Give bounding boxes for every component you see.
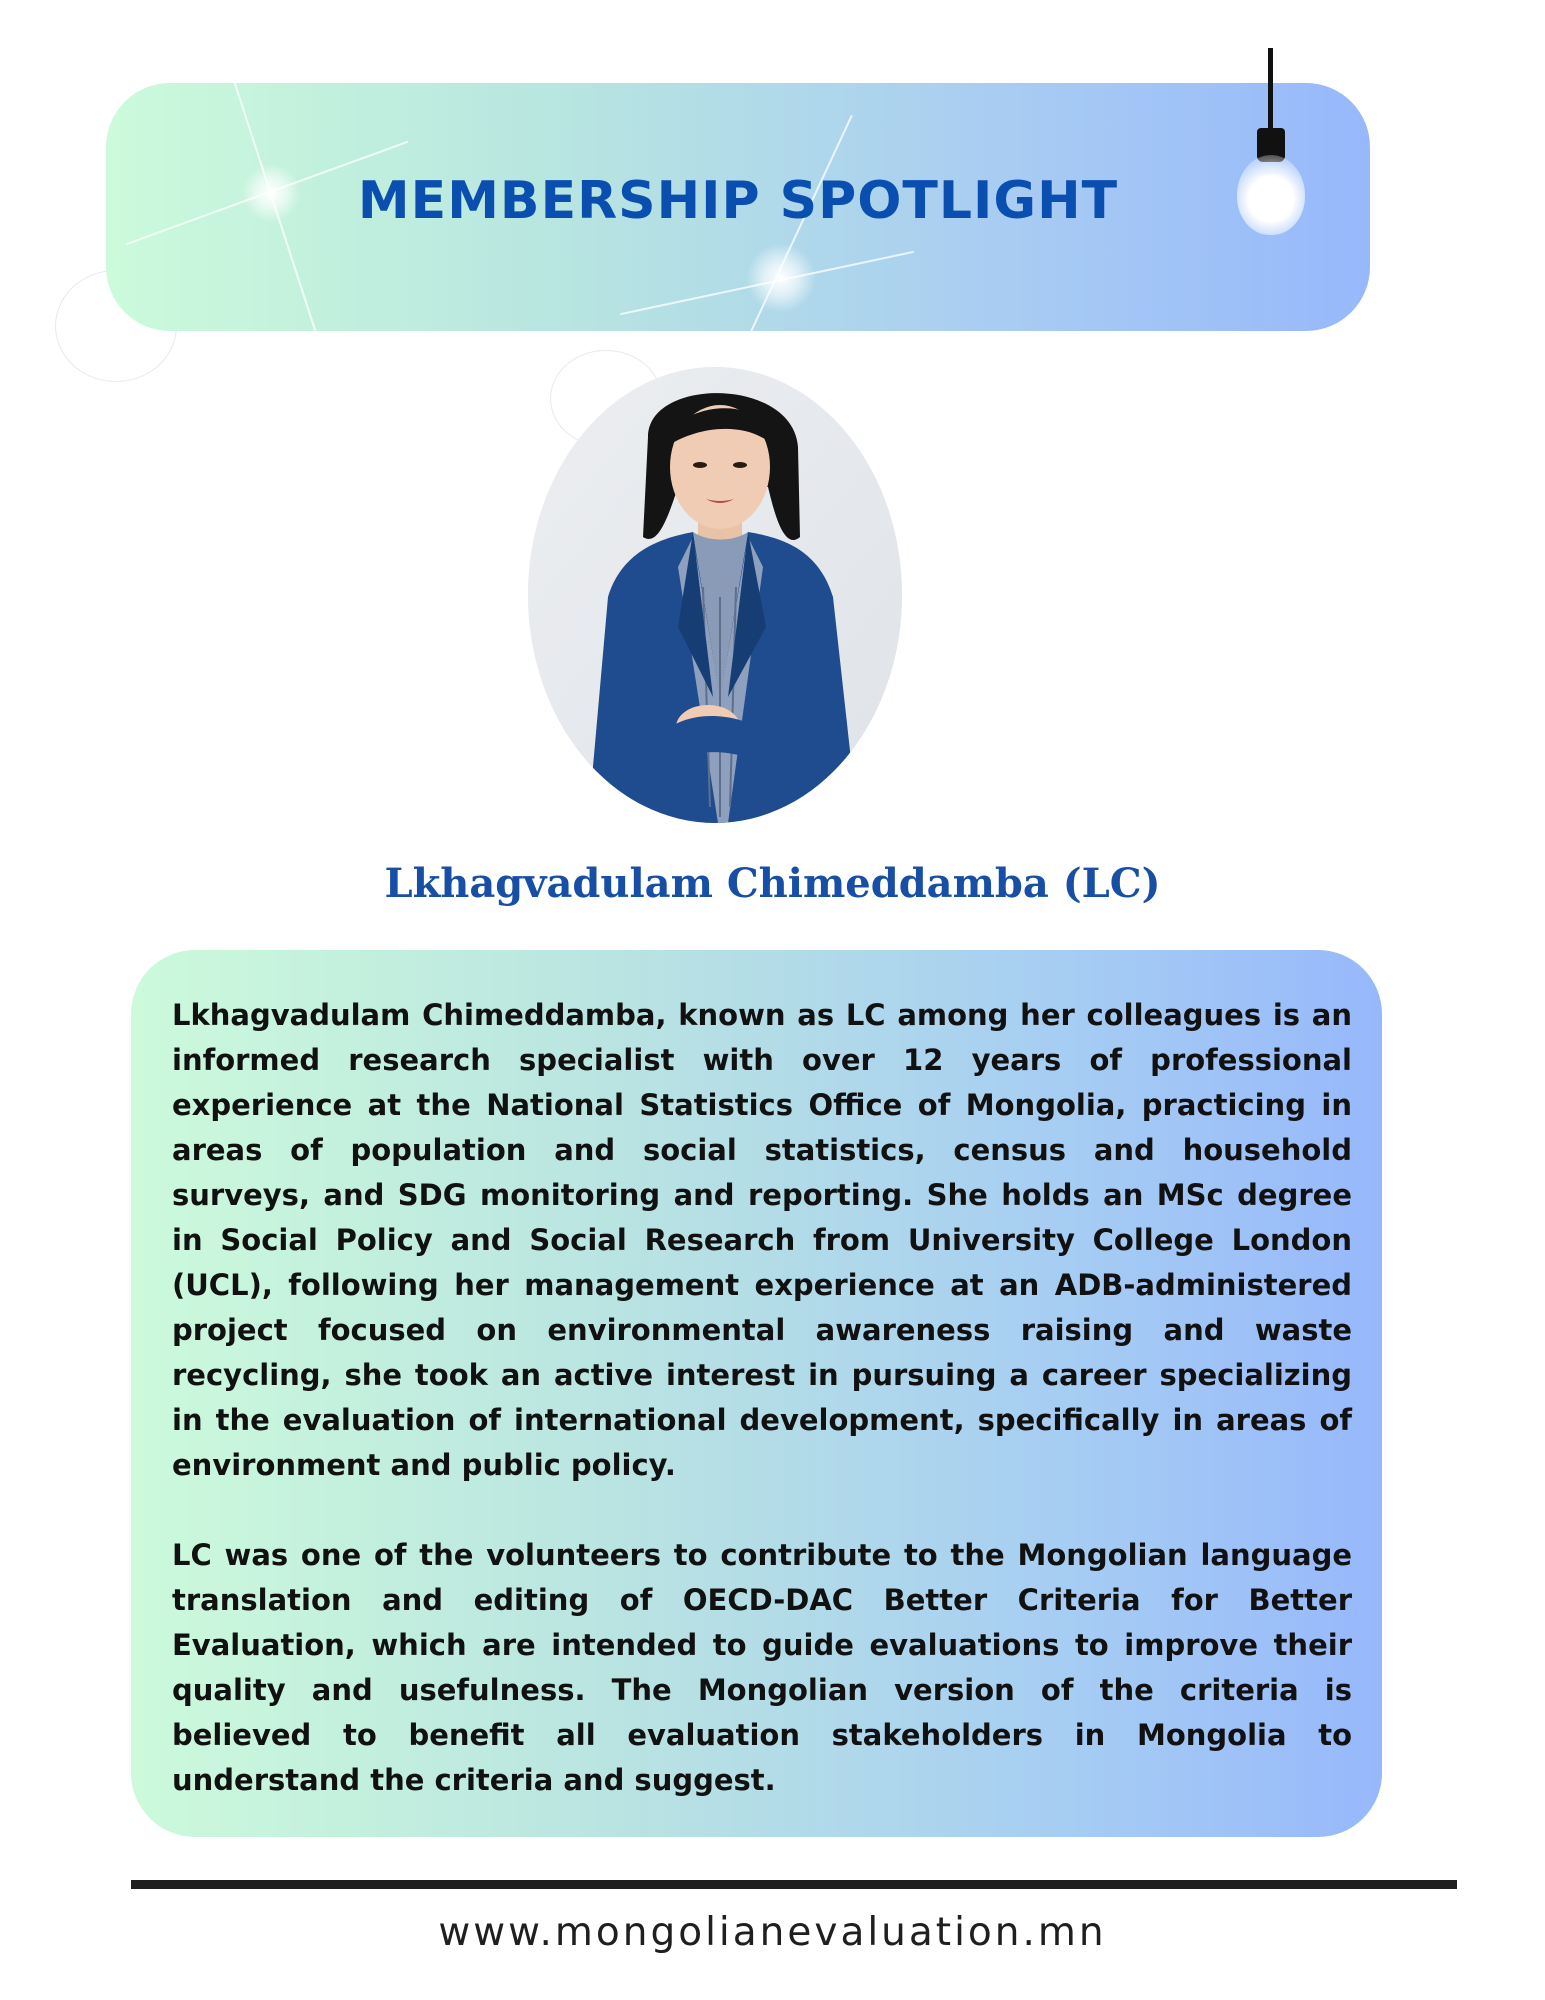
banner-title: MEMBERSHIP SPOTLIGHT bbox=[357, 171, 1119, 231]
spotlight-banner bbox=[106, 83, 1370, 331]
footer-website-url: www.mongolianevaluation.mn bbox=[438, 1910, 1107, 1955]
bulb-cord bbox=[1268, 48, 1273, 130]
profile-photo bbox=[528, 367, 902, 823]
person-portrait-illustration bbox=[528, 367, 902, 823]
bio-card bbox=[131, 950, 1382, 1837]
sparkle-glow bbox=[746, 243, 816, 313]
bio-paragraph: LC was one of the volunteers to contribute to the Mongolian language translation and editing of OECD-DAC Better Criteria for Better Evaluation, which are intended to guide evaluations to improve their quality and usefulness. The Mongolian version of the criteria is believed to benefit all evaluation stakeholders in Mongolia to understand the criteria and suggest. bbox=[172, 1538, 1352, 1797]
bulb-glass bbox=[1237, 155, 1305, 235]
footer-divider bbox=[131, 1880, 1457, 1889]
bio-paragraph: Lkhagvadulam Chimeddamba, known as LC among her colleagues is an informed research specialist with over 12 years of professional experience at the National Statistics Office of Mongolia, practicing in areas of population and social statistics, census and household surveys, and SDG monitoring and reporting. She holds an MSc degree in Social Policy and Social Research from University College London (UCL), following her management experience at an ADB-administered project focused on environmental awareness raising and waste recycling, she took an active interest in pursuing a career specializing in the evaluation of international development, specifically in areas of environment and public policy. bbox=[172, 998, 1352, 1482]
person-name: Lkhagvadulam Chimeddamba (LC) bbox=[384, 860, 1161, 907]
